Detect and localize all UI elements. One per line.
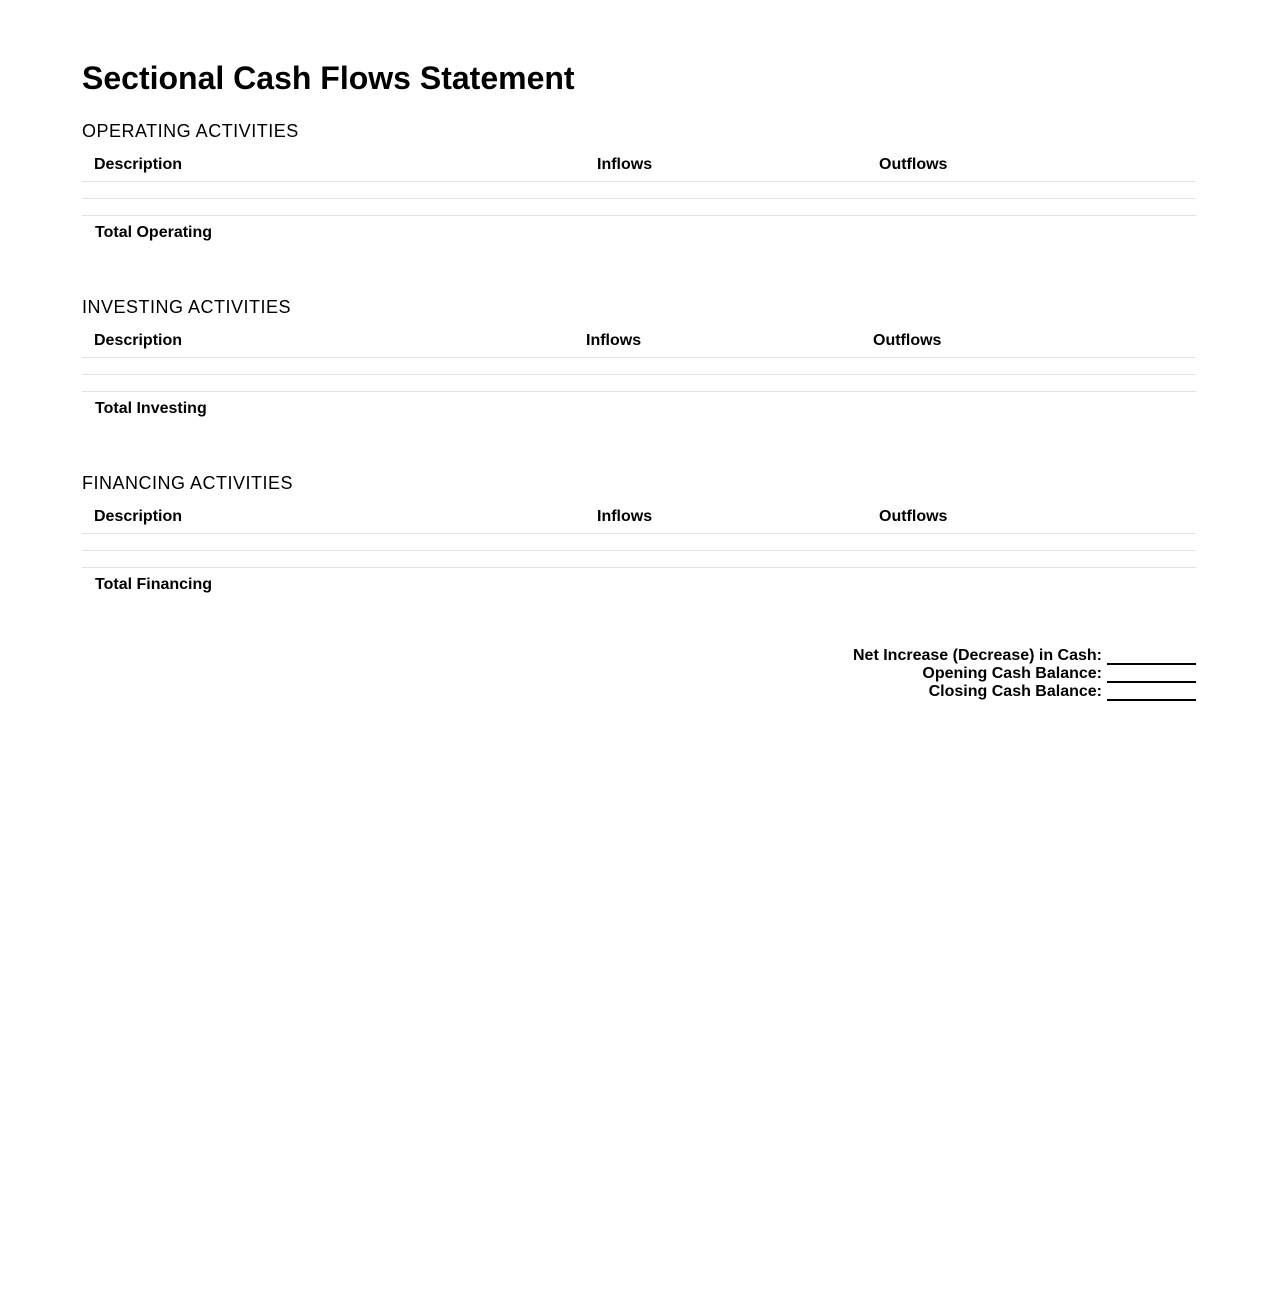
closing-balance-blank [1107,685,1196,701]
total-operating-label: Total Operating [95,224,213,241]
closing-balance-label: Closing Cash Balance: [928,683,1102,700]
table-header-row [82,148,1196,182]
table-header-row [82,324,1196,358]
column-header-inflows: Inflows [597,156,653,173]
section-heading: OPERATING ACTIVITIES [82,121,299,141]
net-increase-label: Net Increase (Decrease) in Cash: [853,647,1102,664]
column-header-inflows: Inflows [597,508,653,525]
total-investing-label: Total Investing [95,400,207,417]
operating-table [82,148,1196,250]
table-row [82,375,1196,392]
table-row [82,358,1196,375]
cash-summary [696,647,1196,701]
table-row [82,534,1196,551]
column-header-description: Description [94,332,183,349]
opening-balance-label: Opening Cash Balance: [922,665,1102,682]
total-financing-label: Total Financing [95,576,213,593]
net-increase-line [696,647,1196,665]
financing-table [82,500,1196,602]
column-header-outflows: Outflows [879,156,948,173]
table-row [82,551,1196,568]
total-row [82,568,1196,602]
page-title: Sectional Cash Flows Statement [82,60,575,96]
total-row [82,392,1196,426]
opening-balance-blank [1107,667,1196,683]
investing-table [82,324,1196,426]
column-header-outflows: Outflows [873,332,942,349]
column-header-description: Description [94,508,183,525]
table-row [82,182,1196,199]
column-header-outflows: Outflows [879,508,948,525]
total-row [82,216,1196,250]
net-increase-blank [1107,649,1196,665]
section-heading: INVESTING ACTIVITIES [82,297,292,317]
opening-balance-line [696,665,1196,683]
column-header-description: Description [94,156,183,173]
closing-balance-line [696,683,1196,701]
table-header-row [82,500,1196,534]
table-row [82,199,1196,216]
column-header-inflows: Inflows [586,332,642,349]
section-heading: FINANCING ACTIVITIES [82,473,294,493]
